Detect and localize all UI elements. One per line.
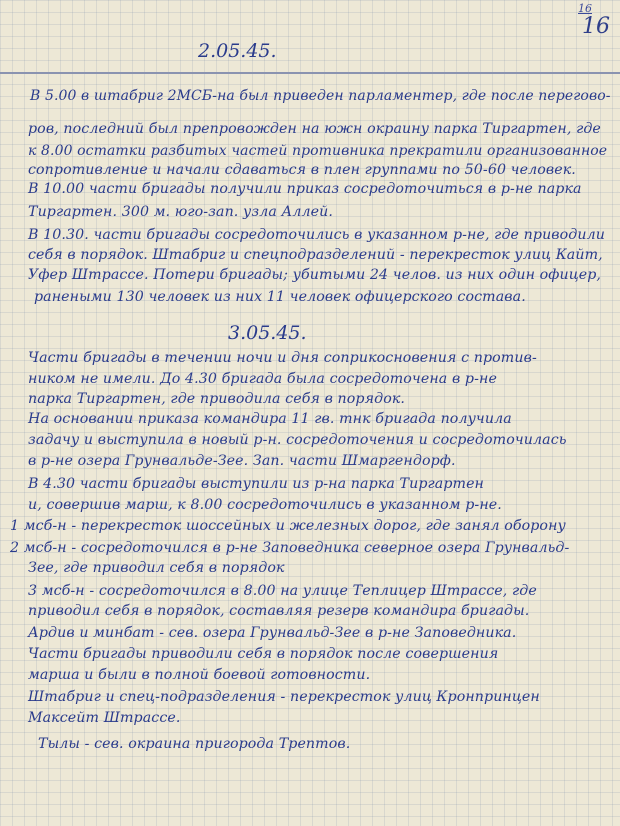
- text-line: Ардив и минбат - сев. озера Грунвальд-Зее в р-не Заповедника.: [28, 625, 517, 641]
- text-line: сопротивление и начали сдаваться в плен группами по 50-60 человек.: [28, 162, 576, 178]
- text-line: В 4.30 части бригады выступили из р-на парка Тиргартен: [28, 476, 485, 492]
- entry-date: 2.05.45.: [198, 40, 277, 62]
- text-line: В 5.00 в штабриг 2МСБ-на был приведен парламентер, где после перегово-: [30, 88, 611, 104]
- text-line: Тиргартен. 300 м. юго-зап. узла Аллей.: [28, 204, 333, 220]
- text-line: 2 мсб-н - сосредоточился в р-не Заповедника северное озера Грунвальд-: [10, 540, 570, 556]
- text-line: Части бригады в течении ночи и дня соприкосновения с против-: [28, 350, 537, 366]
- text-line: Штабриг и спец-подразделения - перекресток улиц Кронпринцен: [28, 689, 540, 705]
- text-line: парка Тиргартен, где приводила себя в порядок.: [28, 391, 406, 407]
- text-line: ником не имели. До 4.30 бригада была сосредоточена в р-не: [28, 371, 497, 387]
- text-line: 3 мсб-н - сосредоточился в 8.00 на улице Теплицер Штрассе, где: [28, 583, 537, 599]
- page-number: 16: [582, 14, 610, 39]
- text-line: себя в порядок. Штабриг и спецподразделений - перекресток улиц Кайт,: [28, 247, 603, 263]
- text-line: ранеными 130 человек из них 11 человек офицерского состава.: [34, 289, 526, 305]
- text-line: к 8.00 остатки разбитых частей противника прекратили организованное: [28, 143, 608, 159]
- text-line: марша и были в полной боевой готовности.: [28, 667, 371, 683]
- text-line: Зее, где приводил себя в порядок: [28, 560, 285, 576]
- page-number-small: 16: [578, 2, 592, 15]
- text-line: и, совершив марш, к 8.00 сосредоточились в указанном р-не.: [28, 497, 502, 513]
- text-line: 1 мсб-н - перекресток шоссейных и железных дорог, где занял оборону: [10, 518, 566, 534]
- text-line: Тылы - сев. окраина пригорода Трептов.: [38, 736, 351, 752]
- text-line: приводил себя в порядок, составляя резерв командира бригады.: [28, 603, 530, 619]
- entry-date: 3.05.45.: [228, 322, 307, 344]
- text-line: В 10.00 части бригады получили приказ сосредоточиться в р-не парка: [28, 181, 582, 197]
- text-line: Уфер Штрассе. Потери бригады; убитыми 24 челов. из них один офицер,: [28, 267, 602, 283]
- text-line: в р-не озера Грунвальде-Зее. Зап. части Шмаргендорф.: [28, 453, 456, 469]
- text-line: ров, последний был препровожден на южн окраину парка Тиргартен, где: [28, 121, 601, 137]
- text-line: Части бригады приводили себя в порядок после совершения: [28, 646, 499, 662]
- text-line: задачу и выступила в новый р-н. сосредоточения и сосредоточилась: [28, 432, 567, 448]
- text-line: На основании приказа командира 11 гв. тнк бригада получила: [28, 411, 512, 427]
- text-line: Максейт Штрассе.: [28, 710, 181, 726]
- header-margin-line: [0, 0, 620, 74]
- text-line: В 10.30. части бригады сосредоточились в указанном р-не, где приводили: [28, 227, 606, 243]
